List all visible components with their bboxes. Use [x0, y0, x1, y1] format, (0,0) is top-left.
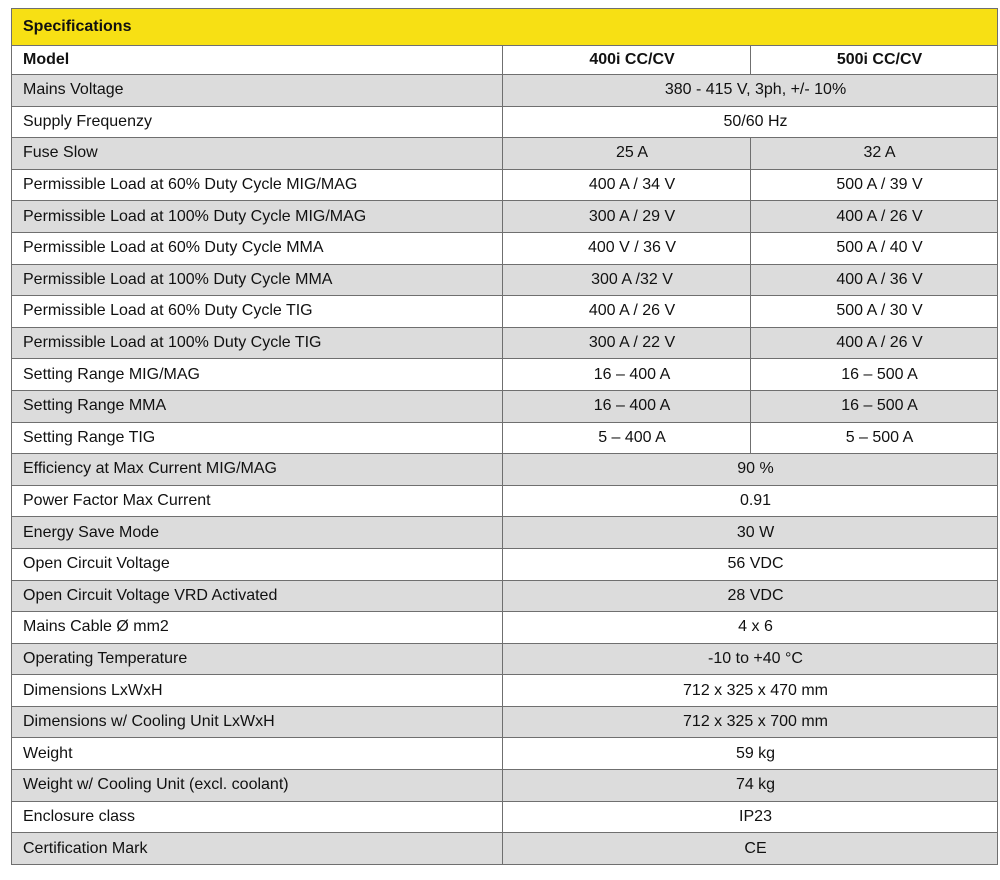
- spec-label: Setting Range TIG: [12, 422, 503, 454]
- spec-value-400i: 25 A: [503, 138, 751, 170]
- spec-value-500i: 400 A / 26 V: [751, 201, 998, 233]
- spec-value-500i: 16 – 500 A: [751, 359, 998, 391]
- spec-value-shared: 28 VDC: [503, 580, 998, 612]
- model-label: Model: [12, 46, 503, 75]
- spec-label: Fuse Slow: [12, 138, 503, 170]
- table-row: [12, 232, 998, 264]
- spec-value-400i: 300 A /32 V: [503, 264, 751, 296]
- spec-label: Open Circuit Voltage: [12, 548, 503, 580]
- spec-value-500i: 500 A / 30 V: [751, 296, 998, 328]
- table-row: [12, 643, 998, 675]
- table-row: [12, 422, 998, 454]
- spec-label: Permissible Load at 60% Duty Cycle TIG: [12, 296, 503, 328]
- spec-value-400i: 300 A / 29 V: [503, 201, 751, 233]
- spec-label: Permissible Load at 100% Duty Cycle TIG: [12, 327, 503, 359]
- spec-value-400i: 400 V / 36 V: [503, 232, 751, 264]
- spec-value-shared: 59 kg: [503, 738, 998, 770]
- spec-value-400i: 400 A / 26 V: [503, 296, 751, 328]
- table-row: [12, 264, 998, 296]
- spec-label: Power Factor Max Current: [12, 485, 503, 517]
- table-row: [12, 548, 998, 580]
- table-row: [12, 485, 998, 517]
- spec-value-500i: 16 – 500 A: [751, 390, 998, 422]
- spec-label: Dimensions w/ Cooling Unit LxWxH: [12, 706, 503, 738]
- spec-label: Certification Mark: [12, 833, 503, 865]
- spec-value-shared: 74 kg: [503, 770, 998, 802]
- spec-label: Efficiency at Max Current MIG/MAG: [12, 454, 503, 486]
- table-row: [12, 169, 998, 201]
- table-row: [12, 106, 998, 138]
- spec-label: Energy Save Mode: [12, 517, 503, 549]
- header-row: [12, 46, 998, 75]
- spec-label: Weight: [12, 738, 503, 770]
- table-row: [12, 738, 998, 770]
- spec-value-400i: 16 – 400 A: [503, 390, 751, 422]
- model-400i-header: 400i CC/CV: [503, 46, 751, 75]
- spec-value-shared: 90 %: [503, 454, 998, 486]
- spec-value-400i: 400 A / 34 V: [503, 169, 751, 201]
- model-500i-header: 500i CC/CV: [751, 46, 998, 75]
- spec-label: Dimensions LxWxH: [12, 675, 503, 707]
- spec-label: Weight w/ Cooling Unit (excl. coolant): [12, 770, 503, 802]
- spec-value-400i: 300 A / 22 V: [503, 327, 751, 359]
- spec-value-400i: 16 – 400 A: [503, 359, 751, 391]
- table-row: [12, 359, 998, 391]
- spec-value-shared: -10 to +40 °C: [503, 643, 998, 675]
- spec-label: Setting Range MMA: [12, 390, 503, 422]
- spec-label: Operating Temperature: [12, 643, 503, 675]
- spec-label: Permissible Load at 100% Duty Cycle MIG/MAG: [12, 201, 503, 233]
- spec-value-500i: 500 A / 40 V: [751, 232, 998, 264]
- spec-label: Mains Voltage: [12, 75, 503, 107]
- table-row: [12, 390, 998, 422]
- table-row: [12, 201, 998, 233]
- table-row: [12, 517, 998, 549]
- table-row: [12, 296, 998, 328]
- spec-value-400i: 5 – 400 A: [503, 422, 751, 454]
- spec-label: Permissible Load at 60% Duty Cycle MIG/MAG: [12, 169, 503, 201]
- spec-value-shared: 712 x 325 x 700 mm: [503, 706, 998, 738]
- spec-label: Permissible Load at 60% Duty Cycle MMA: [12, 232, 503, 264]
- spec-value-shared: 30 W: [503, 517, 998, 549]
- spec-label: Setting Range MIG/MAG: [12, 359, 503, 391]
- spec-label: Permissible Load at 100% Duty Cycle MMA: [12, 264, 503, 296]
- spec-value-shared: CE: [503, 833, 998, 865]
- spec-value-shared: 4 x 6: [503, 612, 998, 644]
- table-row: [12, 75, 998, 107]
- spec-label: Supply Frequenzy: [12, 106, 503, 138]
- spec-value-shared: 712 x 325 x 470 mm: [503, 675, 998, 707]
- table-row: [12, 706, 998, 738]
- spec-label: Mains Cable Ø mm2: [12, 612, 503, 644]
- table-row: [12, 770, 998, 802]
- table-row: [12, 833, 998, 865]
- spec-value-500i: 500 A / 39 V: [751, 169, 998, 201]
- table-row: [12, 801, 998, 833]
- table-title: Specifications: [12, 9, 998, 46]
- spec-label: Open Circuit Voltage VRD Activated: [12, 580, 503, 612]
- table-row: [12, 327, 998, 359]
- spec-value-500i: 400 A / 36 V: [751, 264, 998, 296]
- spec-value-500i: 5 – 500 A: [751, 422, 998, 454]
- spec-value-shared: 0.91: [503, 485, 998, 517]
- spec-value-500i: 400 A / 26 V: [751, 327, 998, 359]
- spec-value-shared: 50/60 Hz: [503, 106, 998, 138]
- table-row: [12, 138, 998, 170]
- spec-label: Enclosure class: [12, 801, 503, 833]
- spec-value-500i: 32 A: [751, 138, 998, 170]
- table-row: [12, 580, 998, 612]
- specifications-table: [11, 8, 998, 865]
- spec-body: [12, 75, 998, 865]
- table-row: [12, 454, 998, 486]
- table-row: [12, 612, 998, 644]
- table-row: [12, 675, 998, 707]
- spec-value-shared: 380 - 415 V, 3ph, +/- 10%: [503, 75, 998, 107]
- spec-value-shared: 56 VDC: [503, 548, 998, 580]
- spec-value-shared: IP23: [503, 801, 998, 833]
- title-row: [12, 9, 998, 46]
